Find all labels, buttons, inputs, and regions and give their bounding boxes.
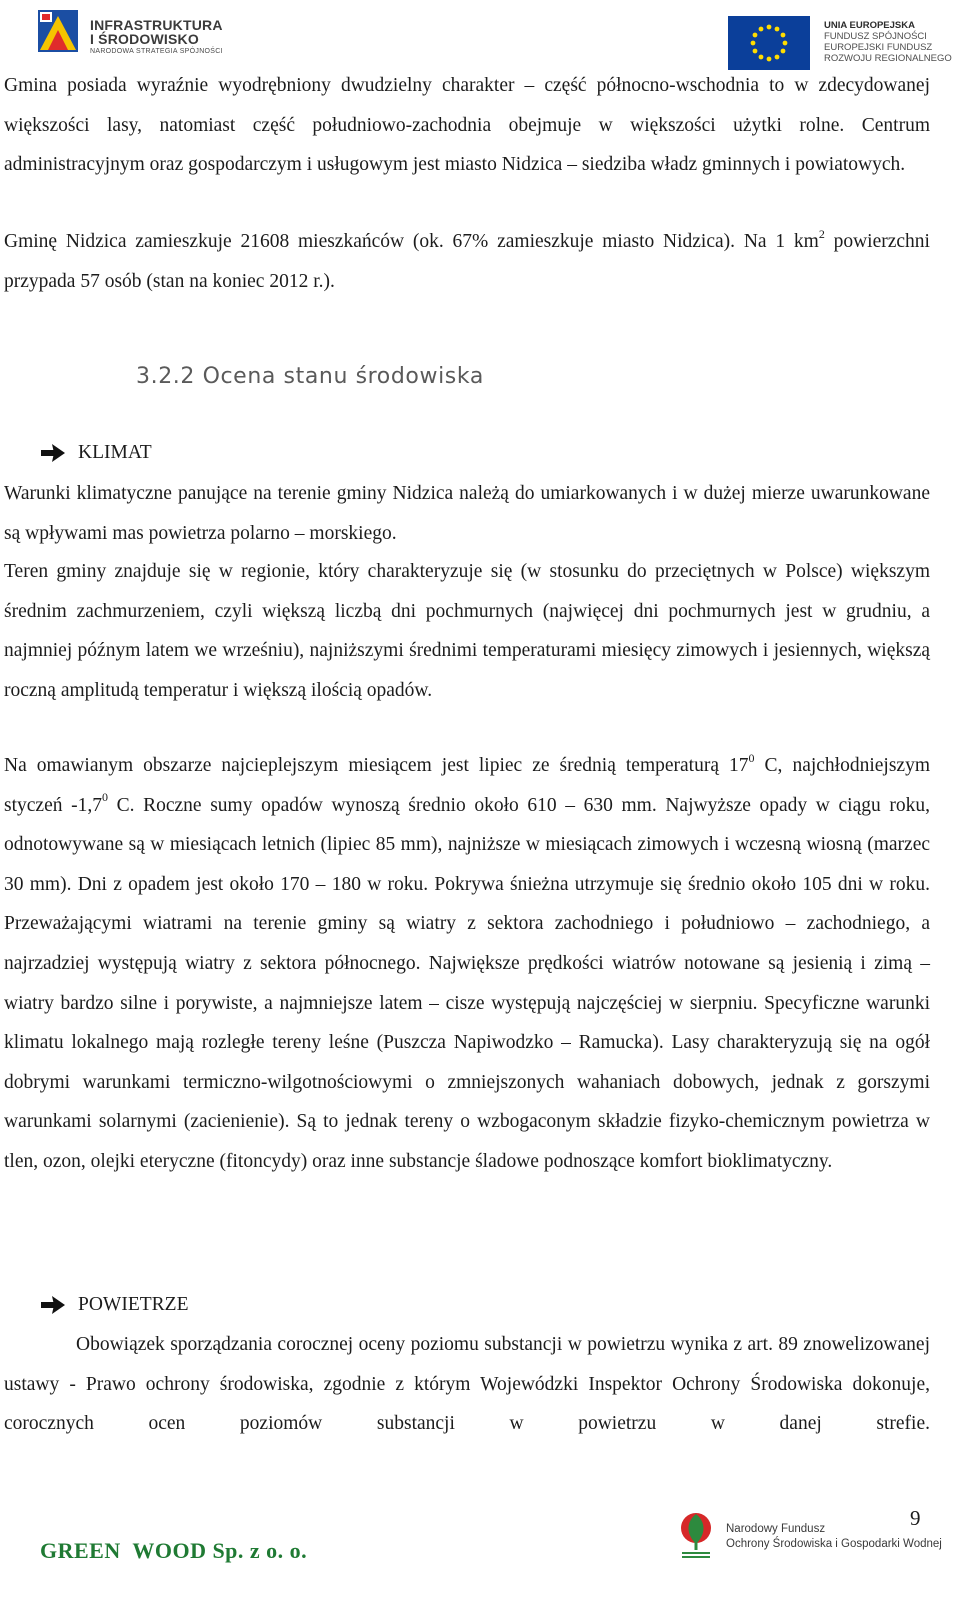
arrow-right-icon <box>40 443 66 463</box>
eu-fund-text <box>824 20 952 64</box>
logo-line-3: NARODOWA STRATEGIA SPÓJNOŚCI <box>90 48 223 55</box>
logo-line-1: INFRASTRUKTURA <box>90 17 223 33</box>
eu-line-2: FUNDUSZ SPÓJNOŚCI <box>824 31 927 42</box>
fund-line-1: Narodowy Fundusz <box>726 1523 826 1535</box>
superscript: 0 <box>748 750 755 765</box>
population-text: Gminę Nidzica zamieszkuje 21608 mieszkańców (ok. 67% zamieszkuje miasto Nidzica). Na 1 km <box>4 231 819 252</box>
klimat-paragraph-1: Warunki klimatyczne panujące na terenie gminy Nidzica należą do umiarkowanych i w dużej mierze uwarunkowane są wpływami mas powietrza polarno – morskiego. <box>4 483 930 544</box>
klimat-heading <box>40 438 152 468</box>
powietrze-paragraph-1: Obowiązek sporządzania corocznej oceny poziomu substancji w powietrzu wynika z art. 89 znowelizowanej ustawy - Prawo ochrony środowiska, zgodnie z którym Wojewódzki Inspektor Ochrony Środowiska dokonuje, corocznych ocen poziomów substancji w powietrzu w danej strefie. <box>4 1334 930 1435</box>
climate-text: C. Roczne sumy opadów wynoszą średnio około 610 – 630 mm. Najwyższe opady w ciągu roku, odnotowywane są w miesiącach letnich (lipiec 85 mm), najniższe w miesiącach zimowych i wczesną wiosną (marzec 30 mm). Dni z opadem jest około 170 – 180 w roku. Pokrywa śnieżna utrzymuje się średnio około 105 dni w roku. Przeważającymi wiatrami na terenie gminy są wiatry z sektora zachodniego i południowo – zachodniego, a najrzadziej występują wiatry z sektora północnego. Największe prędkości wiatrów notowane są jesienią i zimą – wiatry bardzo silne i porywiste, a najmniejsze latem – cisze występują najczęściej w sierpniu. Specyficzne warunki klimatu lokalnego mają rozległe tereny leśne (Puszcza Napiwodzko – Ramucka). Lasy charakteryzują się na ogół dobrymi warunkami termiczno-wilgotnościowymi o zmniejszonych wahaniach dobowych, jednak z gorszymi warunkami solarnymi (zacienienie). Są to jednak tereny o wzbogaconym składzie fizyko-chemicznym powietrza w tlen, ozon, olejki eteryczne (fitoncydy) oraz inne substancje śladowe podnoszące komfort bioklimatyczny. <box>4 794 930 1172</box>
infrastruktura-emblem-icon <box>38 10 78 52</box>
logo-line-2: I ŚRODOWISKO <box>90 31 199 47</box>
eu-line-4: ROZWOJU REGIONALNEGO <box>824 53 952 64</box>
january-text: C, najchłodniejszym styczeń -1,7 <box>4 755 930 816</box>
section-title: 3.2.2 Ocena stanu środowiska <box>136 364 484 389</box>
eu-line-1: UNIA EUROPEJSKA <box>824 20 915 31</box>
eu-logo <box>728 16 960 72</box>
page-number: 9 <box>910 1506 921 1530</box>
company-name: GREEN WOOD Sp. z o. o. <box>40 1538 308 1563</box>
superscript: 2 <box>818 226 825 241</box>
eu-flag-icon <box>728 16 810 70</box>
arrow-right-icon <box>40 1295 66 1315</box>
powietrze-heading <box>40 1290 188 1320</box>
infrastruktura-logo <box>38 10 234 54</box>
nfosigw-text <box>726 1522 942 1552</box>
intro-paragraph-2 <box>4 222 930 301</box>
powietrze-heading-label: POWIETRZE <box>78 1294 189 1315</box>
klimat-heading-label: KLIMAT <box>78 442 152 463</box>
nfosigw-logo-icon <box>676 1508 716 1560</box>
intro-paragraph-1: Gmina posiada wyraźnie wyodrębniony dwudzielny charakter – część północno-wschodnia to w zdecydowanej większości lasy, natomiast część południowo-zachodnia obejmuje w większości użytki rolne. Centrum administracyjnym oraz gospodarczym i usługowym jest miasto Nidzica – siedziba władz gminnych i powiatowych. <box>4 75 930 176</box>
superscript: 0 <box>101 790 108 805</box>
temperature-text: Na omawianym obszarze najcieplejszym miesiącem jest lipiec ze średnią temperaturą 17 <box>4 755 749 776</box>
fund-line-2: Ochrony Środowiska i Gospodarki Wodnej <box>726 1538 942 1550</box>
klimat-paragraph-2: Teren gminy znajduje się w regionie, który charakteryzuje się (w stosunku do przeciętnych w Polsce) większym średnim zachmurzeniem, czyli większą liczbą dni pochmurnych (najwięcej dni pochmurnych jest w grudniu, a najmniej późnym latem we wrześniu), najniższymi średnimi temperaturami miesięcy zimowych i jesiennych, większą roczną amplitudą temperatur i większą ilością opadów. <box>4 561 930 701</box>
eu-line-3: EUROPEJSKI FUNDUSZ <box>824 42 933 53</box>
density-text: powierzchni przypada 57 osób (stan na koniec 2012 r.). <box>4 231 930 292</box>
klimat-paragraph-3 <box>4 746 930 1182</box>
